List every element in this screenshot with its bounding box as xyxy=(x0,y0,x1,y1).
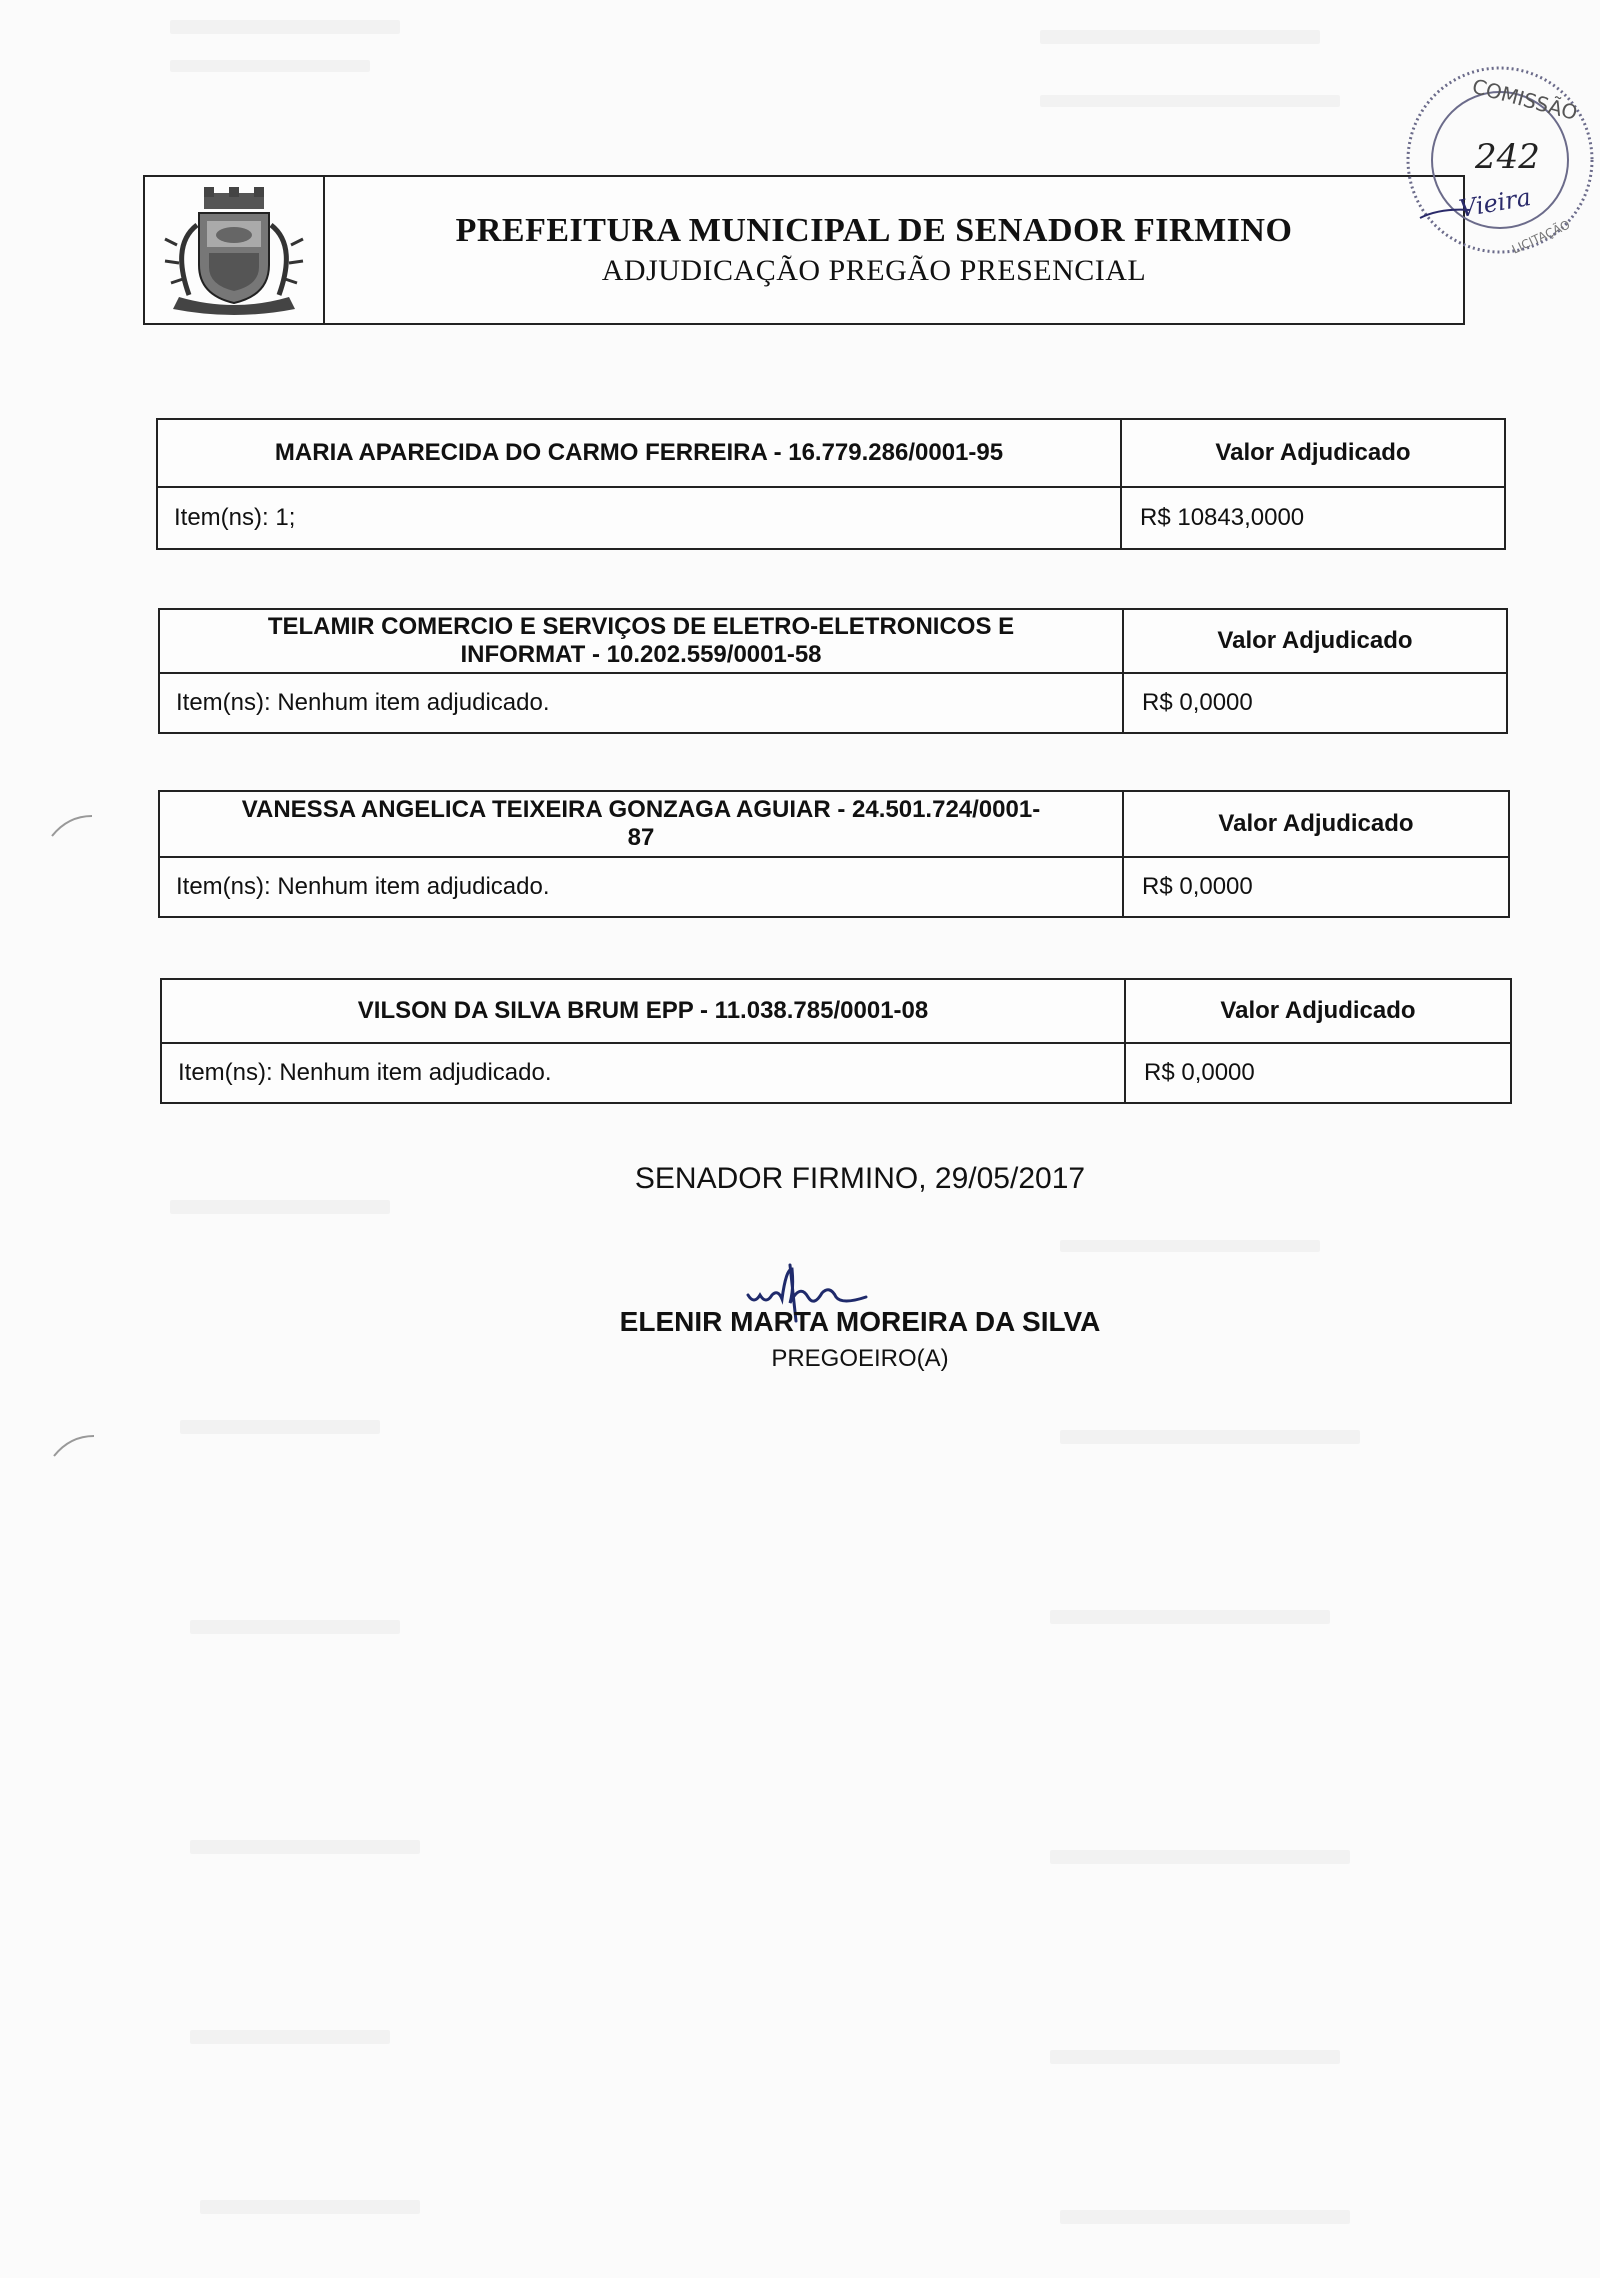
bleed-through-mark xyxy=(190,2030,390,2044)
vendor-card-3 xyxy=(158,790,1510,918)
vendor-items: Item(ns): Nenhum item adjudicado. xyxy=(178,1059,552,1086)
header-subtitle: ADJUDICAÇÃO PREGÃO PRESENCIAL xyxy=(601,254,1147,287)
stamp-page-number: 242 xyxy=(1475,137,1540,177)
bleed-through-mark xyxy=(1060,1240,1320,1252)
vendor-awarded-value: R$ 0,0000 xyxy=(1142,689,1253,716)
vendor-awarded-value: R$ 0,0000 xyxy=(1142,873,1253,900)
vendor-name: MARIA APARECIDA DO CARMO FERREIRA - 16.779.286/0001-95 xyxy=(274,439,1004,467)
vendor-card-4 xyxy=(160,978,1512,1104)
vendor-items: Item(ns): 1; xyxy=(174,504,296,531)
vendor-name-line-2: 87 xyxy=(627,824,655,851)
bleed-through-mark xyxy=(1060,1430,1360,1444)
vendor-awarded-value: R$ 10843,0000 xyxy=(1140,504,1305,531)
binding-mark xyxy=(48,810,98,840)
bleed-through-mark xyxy=(1060,2210,1350,2224)
vendor-items: Item(ns): Nenhum item adjudicado. xyxy=(176,689,550,716)
bleed-through-mark xyxy=(180,1420,380,1434)
vendor-name-line-1: TELAMIR COMERCIO E SERVIÇOS DE ELETRO-ELETRONICOS E xyxy=(267,613,1015,641)
bleed-through-mark xyxy=(190,1840,420,1854)
bleed-through-mark xyxy=(1040,30,1320,44)
awarded-value-header: Valor Adjudicado xyxy=(1220,997,1416,1024)
place-and-date: SENADOR FIRMINO, 29/05/2017 xyxy=(634,1162,1086,1195)
stamp-signature: Vieira xyxy=(1456,182,1533,224)
stamp-lower-label: LICITAÇÃO xyxy=(1509,217,1573,257)
binding-mark xyxy=(50,1430,100,1460)
bleed-through-mark xyxy=(1050,2050,1340,2064)
bleed-through-mark xyxy=(1050,1850,1350,1864)
bleed-through-mark xyxy=(200,2200,420,2214)
bleed-through-mark xyxy=(170,1200,390,1214)
header-title: PREFEITURA MUNICIPAL DE SENADOR FIRMINO xyxy=(455,212,1293,249)
bleed-through-mark xyxy=(1040,95,1340,107)
bleed-through-mark xyxy=(1050,1610,1330,1624)
signer-role: PREGOEIRO(A) xyxy=(771,1345,949,1372)
document-header xyxy=(143,175,1465,325)
awarded-value-header: Valor Adjudicado xyxy=(1218,810,1414,837)
awarded-value-header: Valor Adjudicado xyxy=(1217,627,1413,654)
vendor-card-1 xyxy=(156,418,1506,550)
vendor-name-line-2: INFORMAT - 10.202.559/0001-58 xyxy=(460,641,822,668)
bleed-through-mark xyxy=(170,60,370,72)
signer-name: ELENIR MARTA MOREIRA DA SILVA xyxy=(619,1306,1101,1337)
bleed-through-mark xyxy=(190,1620,400,1634)
vendor-items: Item(ns): Nenhum item adjudicado. xyxy=(176,873,550,900)
commission-stamp xyxy=(1400,60,1600,260)
vendor-name: VILSON DA SILVA BRUM EPP - 11.038.785/0001-08 xyxy=(357,997,929,1025)
awarded-value-header: Valor Adjudicado xyxy=(1215,439,1411,466)
vendor-card-2 xyxy=(158,608,1508,734)
stamp-label: COMISSÃO xyxy=(1469,73,1580,125)
vendor-awarded-value: R$ 0,0000 xyxy=(1144,1059,1255,1086)
municipal-coat-of-arms-icon xyxy=(145,177,325,323)
vendor-name-line-1: VANESSA ANGELICA TEIXEIRA GONZAGA AGUIAR - 24.501.724/0001- xyxy=(241,796,1041,824)
bleed-through-mark xyxy=(170,20,400,34)
